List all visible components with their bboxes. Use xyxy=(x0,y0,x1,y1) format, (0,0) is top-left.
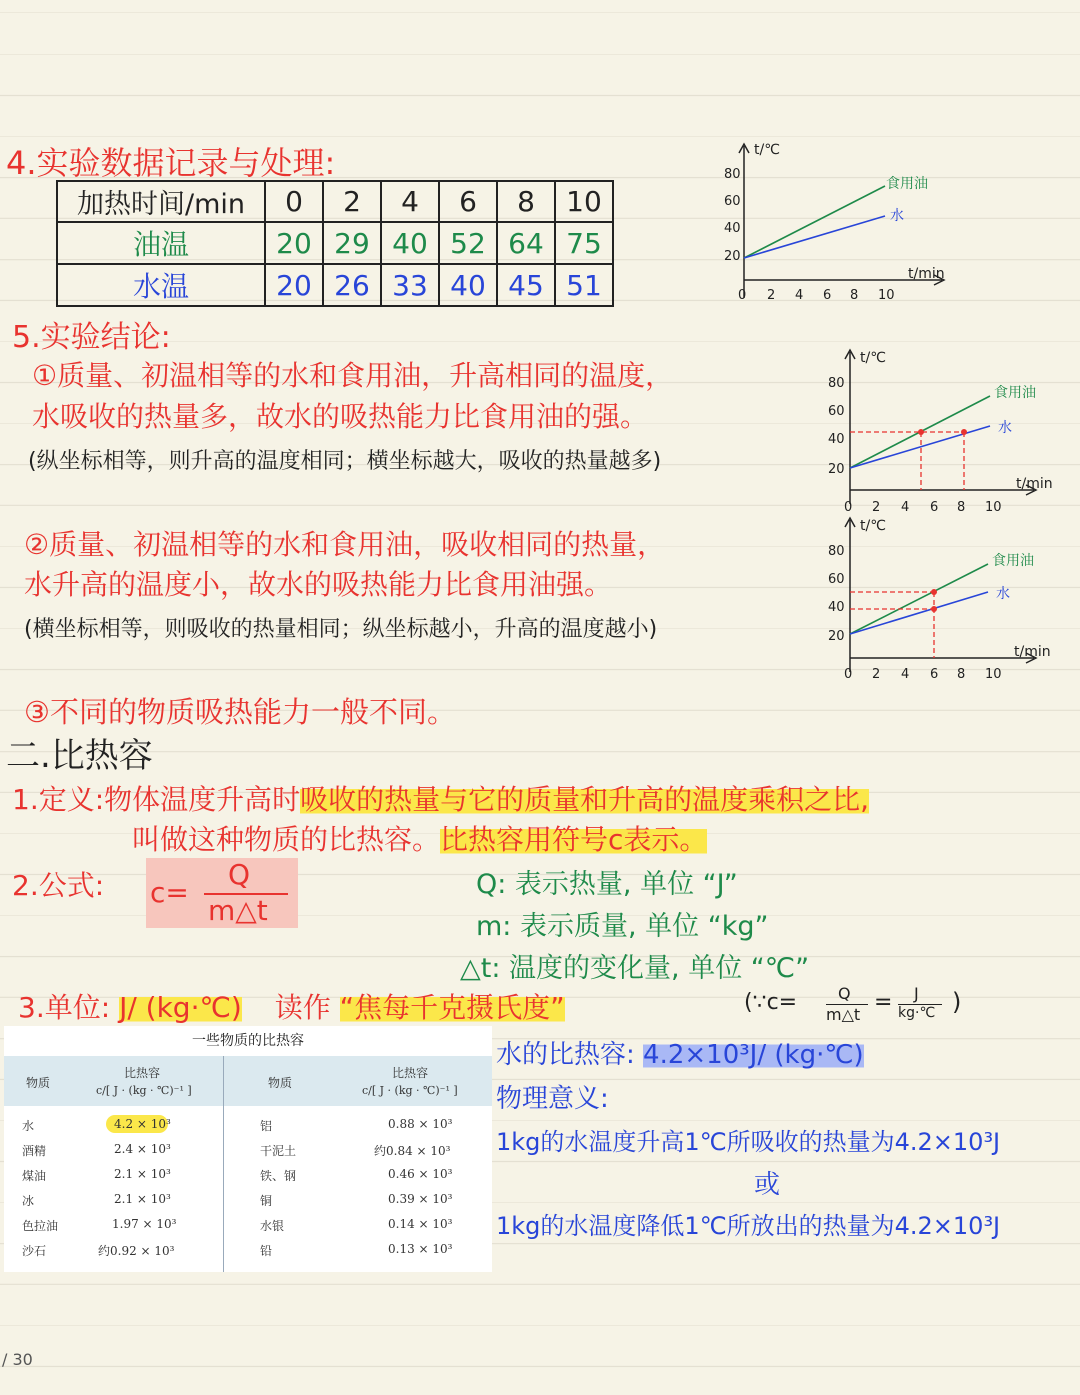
table-row-name: 干泥土 xyxy=(260,1144,297,1158)
table-row-name: 色拉油 xyxy=(22,1219,59,1233)
x-tick: 0 xyxy=(738,288,747,303)
table-row-value: 2.1 × 10³ xyxy=(114,1192,171,1206)
meaning-line1: 1kg的水温度升高1℃所吸收的热量为4.2×10³J xyxy=(496,1128,1001,1156)
section5-title: 5.实验结论: xyxy=(12,320,171,355)
table-header-time: 加热时间/min xyxy=(57,181,265,222)
temperature-graph-3 xyxy=(826,512,1066,684)
table-row-value: 0.39 × 10³ xyxy=(388,1192,453,1206)
col-c-line2: c/[ J · (kg · ℃)⁻¹ ] xyxy=(362,1084,458,1097)
water-label: 水 xyxy=(996,586,1010,602)
derivation-open: (∵c= xyxy=(744,990,798,1015)
specific-heat-table xyxy=(4,1026,492,1272)
definition-line1 xyxy=(12,778,869,818)
section4-title: 4.实验数据记录与处理: xyxy=(6,144,336,182)
x-tick: 0 xyxy=(844,500,853,515)
meaning-line2: 1kg的水温度降低1℃所放出的热量为4.2×10³J xyxy=(496,1212,1001,1240)
x-axis-label: t/min xyxy=(1016,476,1053,492)
conclusion2-note: (横坐标相等，则吸收的热量相同；纵坐标越小，升高的温度越小) xyxy=(24,617,658,642)
y-tick: 20 xyxy=(828,629,845,644)
definition-highlight: 比热容用符号c表示。 xyxy=(440,823,708,856)
table-cell: 10 xyxy=(555,181,613,222)
temperature-graph-1 xyxy=(720,138,960,308)
m-description: m: 表示质量, 单位 “kg” xyxy=(476,911,769,942)
table-row-name: 冰 xyxy=(22,1194,35,1208)
table-cell: 52 xyxy=(439,222,497,264)
definition-highlight: 吸收的热量与它的质量和升高的温度乘积之比, xyxy=(300,783,870,816)
x-tick: 0 xyxy=(844,667,853,682)
read-prefix: 读作 xyxy=(274,991,331,1024)
table-cell: 0 xyxy=(265,181,323,222)
meaning-title: 物理意义: xyxy=(496,1084,609,1114)
conclusion1-line2: 水吸收的热量多，故水的吸热能力比食用油的强。 xyxy=(32,400,649,433)
y-tick: 60 xyxy=(828,572,845,587)
x-tick: 2 xyxy=(872,667,881,682)
temperature-graph-2 xyxy=(826,344,1066,516)
x-tick: 8 xyxy=(957,500,966,515)
table-cell: 4 xyxy=(381,181,439,222)
x-tick: 4 xyxy=(901,667,910,682)
formula-numerator: Q xyxy=(228,858,251,891)
formula-c: c= xyxy=(150,876,189,909)
table-cell: 33 xyxy=(381,264,439,306)
table-row-value: 0.88 × 10³ xyxy=(388,1117,453,1131)
x-axis-label: t/min xyxy=(1014,644,1051,660)
table-row-value: 4.2 × 10³ xyxy=(114,1117,171,1131)
table-cell: 40 xyxy=(439,264,497,306)
derivation-num2: J xyxy=(914,984,919,1003)
conclusion1-line1: ①质量、初温相等的水和食用油，升高相同的温度， xyxy=(32,359,674,392)
table-row-name: 铅 xyxy=(260,1244,273,1258)
table-row-name: 铜 xyxy=(260,1194,273,1208)
derivation-close: ) xyxy=(952,988,962,1016)
y-tick: 20 xyxy=(828,462,845,477)
unit-line xyxy=(18,986,565,1026)
x-tick: 6 xyxy=(930,500,939,515)
derivation-eq: = xyxy=(874,990,893,1015)
derivation-den1: m△t xyxy=(826,1005,861,1024)
table-row-name: 铁、钢 xyxy=(260,1169,297,1183)
dt-description: △t: 温度的变化量, 单位 “℃” xyxy=(460,953,810,984)
table-cell: 6 xyxy=(439,181,497,222)
read-value: “焦每千克摄氏度” xyxy=(339,991,565,1024)
table-cell: 40 xyxy=(381,222,439,264)
table-row-value: 0.46 × 10³ xyxy=(388,1167,453,1181)
y-tick: 80 xyxy=(724,167,741,182)
water-c-label: 水的比热容: xyxy=(496,1040,635,1070)
definition-prefix: 1.定义: xyxy=(12,783,105,816)
table-row-value: 2.4 × 10³ xyxy=(114,1142,171,1156)
intersection-point xyxy=(918,429,924,435)
y-tick: 20 xyxy=(724,249,741,264)
y-tick: 40 xyxy=(828,600,845,615)
formula-denominator: m△t xyxy=(208,894,268,927)
table-cell: 64 xyxy=(497,222,555,264)
y-tick: 60 xyxy=(724,194,741,209)
y-axis-label: t/℃ xyxy=(860,518,886,534)
x-tick: 2 xyxy=(767,288,776,303)
intersection-point xyxy=(961,429,967,435)
table-row-label-water: 水温 xyxy=(57,264,265,306)
part2-title: 二.比热容 xyxy=(6,736,153,776)
meaning-or: 或 xyxy=(754,1170,781,1200)
col-substance: 物质 xyxy=(26,1076,51,1090)
conclusion3: ③不同的物质吸热能力一般不同。 xyxy=(24,695,456,729)
x-tick: 10 xyxy=(985,500,1002,515)
oil-label: 食用油 xyxy=(886,176,928,192)
col-c-line2: c/[ J · (kg · ℃)⁻¹ ] xyxy=(96,1084,192,1097)
y-axis-label: t/℃ xyxy=(860,350,886,366)
x-tick: 10 xyxy=(878,288,895,303)
table-row-name: 沙石 xyxy=(22,1244,47,1258)
conclusion2-line2: 水升高的温度小，故水的吸热能力比食用油强。 xyxy=(24,568,613,601)
conclusion2-line1: ②质量、初温相等的水和食用油，吸收相同的热量， xyxy=(24,528,666,561)
water-label: 水 xyxy=(998,420,1012,436)
y-tick: 40 xyxy=(724,221,741,236)
x-tick: 2 xyxy=(872,500,881,515)
x-tick: 10 xyxy=(985,667,1002,682)
y-axis-label: t/℃ xyxy=(754,142,780,158)
table-row-value: 2.1 × 10³ xyxy=(114,1167,171,1181)
formula-prefix: 2.公式: xyxy=(12,869,105,902)
table-cell: 51 xyxy=(555,264,613,306)
table-cell: 20 xyxy=(265,264,323,306)
table-cell: 8 xyxy=(497,181,555,222)
water-c-line xyxy=(496,1034,864,1071)
heat-table-title: 一些物质的比热容 xyxy=(192,1033,304,1049)
experiment-data-table xyxy=(56,180,614,307)
table-row-name: 煤油 xyxy=(22,1169,47,1183)
table-row-name: 酒精 xyxy=(22,1144,47,1158)
table-row-value: 约0.92 × 10³ xyxy=(98,1244,175,1258)
table-row-value: 0.13 × 10³ xyxy=(388,1242,453,1256)
col-c-line1: 比热容 xyxy=(124,1066,161,1080)
y-tick: 80 xyxy=(828,376,845,391)
table-row-value: 约0.84 × 10³ xyxy=(374,1144,451,1158)
water-c-value: 4.2×10³J/ (kg·℃) xyxy=(643,1040,864,1070)
x-tick: 4 xyxy=(901,500,910,515)
col-substance: 物质 xyxy=(268,1076,293,1090)
y-tick: 60 xyxy=(828,404,845,419)
col-c-line1: 比热容 xyxy=(392,1066,429,1080)
table-row-name: 铝 xyxy=(260,1119,273,1133)
table-row-label-oil: 油温 xyxy=(57,222,265,264)
oil-label: 食用油 xyxy=(994,385,1036,401)
derivation-num1: Q xyxy=(838,984,851,1003)
definition-line2 xyxy=(132,818,707,858)
x-tick: 8 xyxy=(957,667,966,682)
table-cell: 75 xyxy=(555,222,613,264)
unit-prefix: 3.单位: xyxy=(18,991,111,1024)
table-cell: 2 xyxy=(323,181,381,222)
definition-text: 叫做这种物质的比热容。 xyxy=(132,823,441,856)
table-cell: 45 xyxy=(497,264,555,306)
y-tick: 80 xyxy=(828,544,845,559)
table-cell: 29 xyxy=(323,222,381,264)
table-row-value: 0.14 × 10³ xyxy=(388,1217,453,1231)
page-indicator: / 30 xyxy=(2,1350,33,1369)
water-label: 水 xyxy=(890,208,904,224)
y-tick: 40 xyxy=(828,432,845,447)
table-row-name: 水银 xyxy=(260,1219,285,1233)
table-row-value: 1.97 × 10³ xyxy=(112,1217,177,1231)
x-axis-label: t/min xyxy=(908,266,945,282)
table-cell: 26 xyxy=(323,264,381,306)
x-tick: 4 xyxy=(795,288,804,303)
unit-value: J/ (kg·℃) xyxy=(119,991,242,1024)
definition-text: 物体温度升高时 xyxy=(104,783,301,816)
intersection-point xyxy=(931,589,937,595)
table-cell: 20 xyxy=(265,222,323,264)
x-tick: 6 xyxy=(930,667,939,682)
x-tick: 8 xyxy=(850,288,859,303)
derivation-den2: kg·℃ xyxy=(898,1005,936,1021)
heat-table-divider xyxy=(223,1056,224,1272)
q-description: Q: 表示热量, 单位 “J” xyxy=(476,869,738,900)
oil-label: 食用油 xyxy=(992,553,1034,569)
conclusion1-note: (纵坐标相等，则升高的温度相同；横坐标越大，吸收的热量越多) xyxy=(28,449,662,474)
table-row-name: 水 xyxy=(22,1119,35,1133)
x-tick: 6 xyxy=(823,288,832,303)
intersection-point xyxy=(931,606,937,612)
